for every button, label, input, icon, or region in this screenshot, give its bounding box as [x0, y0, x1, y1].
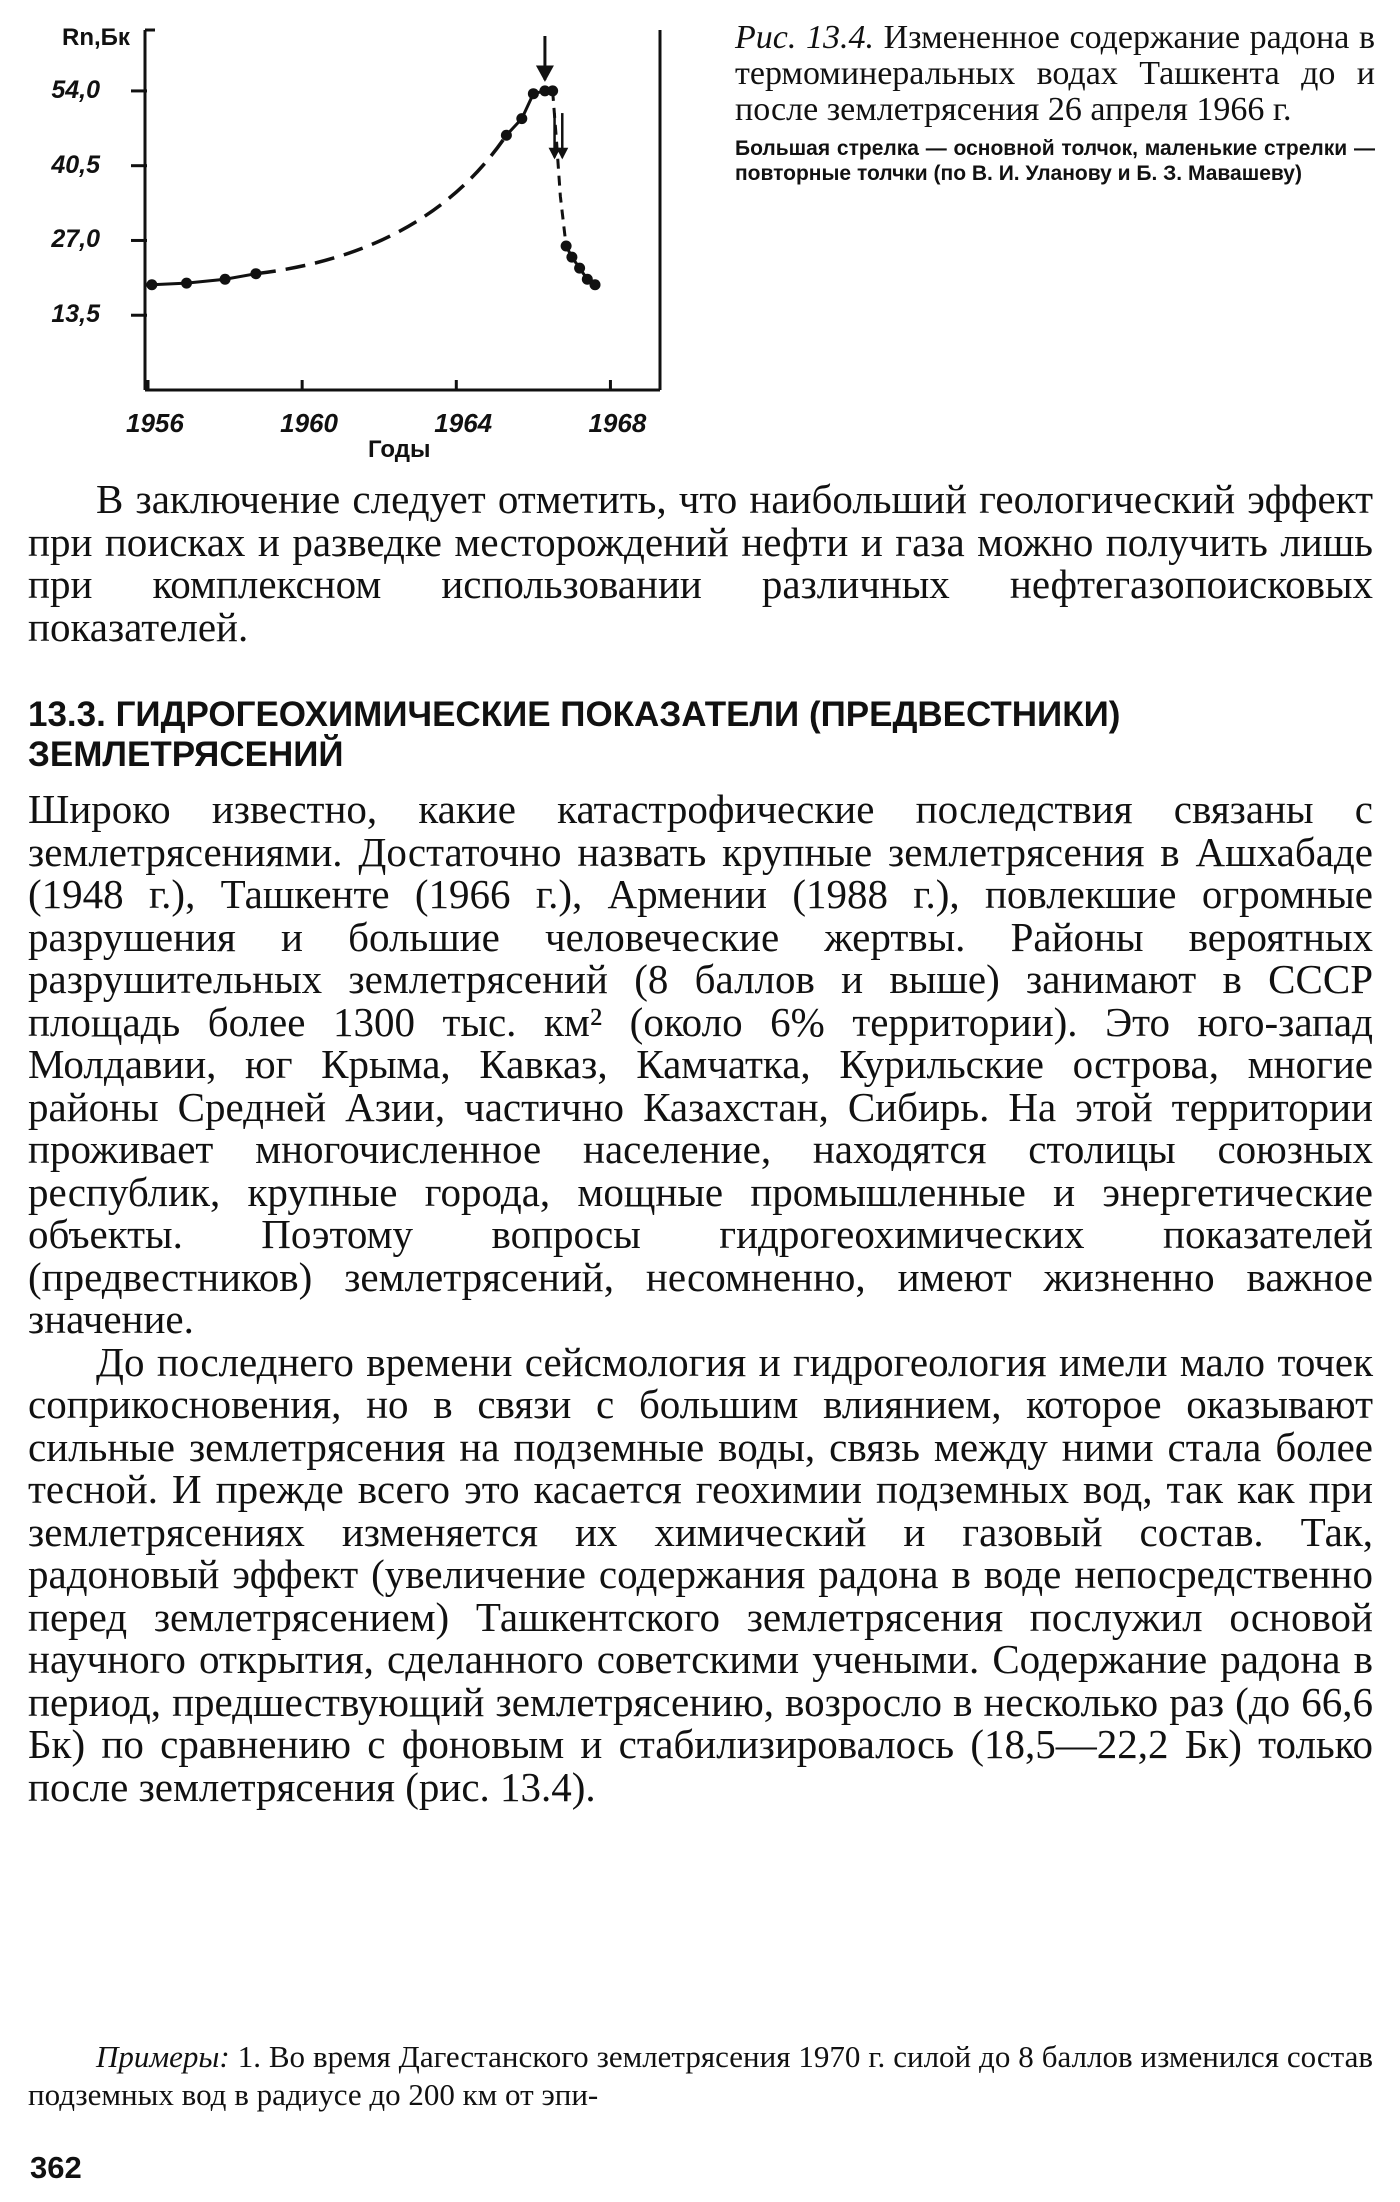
x-tick-label: 1956 — [126, 408, 184, 438]
data-point — [547, 85, 558, 96]
x-axis-title: Годы — [368, 436, 431, 463]
data-point — [181, 278, 192, 289]
page-number: 362 — [30, 2150, 82, 2185]
data-point — [250, 268, 261, 279]
data-point — [590, 279, 601, 290]
y-axis-title: Rn,Бк — [62, 24, 130, 51]
x-tick-label: 1960 — [280, 408, 338, 438]
data-point — [146, 279, 157, 290]
chart-plot-area — [20, 18, 670, 468]
paragraph-2: До последнего времени сейсмология и гидрогеология имели мало точек соприкосновения, но в связи с большим влиянием, которое оказывают сильные землетрясения на подземные воды, связь между ними стала более тесной. И прежде всего это касается геохимии подземных вод, так как при землетрясениях изменяется их химический и газовый состав. Так, радоновый эффект (увеличение содержания радона в воде непосредственно перед землетрясением) Ташкентского землетрясения послужил основой научного открытия, сделанного советскими учеными. Содержание радона в период, предшествующий землетрясению, возросло в несколько раз (до 66,6 Бк) по сравнению с фоновым и стабилизировалось (18,5—22,2 Бк) только после землетрясения (рис. 13.4). — [28, 1338, 1373, 1810]
radon-chart — [20, 18, 670, 468]
data-point — [501, 130, 512, 141]
data-point — [528, 88, 539, 99]
paragraph-1: Широко известно, какие катастрофические последствия связаны с землетрясениями. Достаточно назвать крупные землетрясения в Ашхабаде (1948 г.), Ташкенте (1966 г.), Армении (1988 г.), повлекшие огромные разрушения и большие человеческие жертвы. Районы вероятных разрушительных землетрясений (8 баллов и выше) занимают в СССР площадь более 1300 тыс. км² (около 6% территории). Это юго-запад Молдавии, юг Крыма, Кавказ, Камчатка, Курильские острова, многие районы Средней Азии, частично Казахстан, Сибирь. На этой территории проживает многочисленное население, находятся столицы союзных республик, крупные города, мощные промышленные и энергетические объекты. Поэтому вопросы гидрогеохимических показателей (предвестников) землетрясений, несомненно, имеют жизненно важное значение. — [28, 786, 1373, 1342]
intro-paragraph — [28, 478, 1373, 648]
series-line-initial — [152, 274, 256, 285]
x-tick-label: 1968 — [588, 408, 647, 438]
data-point — [561, 241, 572, 252]
figure-caption — [735, 20, 1375, 186]
x-tick-label: 1964 — [434, 408, 493, 438]
section-heading: 13.3. ГИДРОГЕОХИМИЧЕСКИЕ ПОКАЗАТЕЛИ (ПРЕДВЕСТНИКИ) ЗЕМЛЕТРЯСЕНИЙ — [28, 695, 1121, 774]
figure-caption-note: Большая стрелка — основной толчок, маленькие стрелки — повторные толчки (по В. И. Уланову и Б. З. Мавашеву) — [735, 137, 1375, 185]
examples-paragraph — [28, 2038, 1373, 2114]
main-text — [28, 788, 1373, 1808]
series-line-dashed-rise — [256, 135, 506, 273]
y-tick-label: 54,0 — [51, 75, 100, 104]
data-point — [220, 274, 231, 285]
data-point — [566, 252, 577, 263]
aftershock-arrowhead — [556, 148, 568, 160]
examples-label: Примеры: — [96, 2039, 230, 2074]
figure-caption-text: Измененное содержание радона в термоминеральных водах Ташкента до и после землетрясения 26 апреля 1966 г. — [735, 19, 1375, 128]
figure-label: Рис. 13.4. — [735, 19, 874, 56]
y-tick-label: 27,0 — [51, 225, 100, 254]
examples-text: 1. Во время Дагестанского землетрясения 1970 г. силой до 8 баллов изменился состав подземных вод в радиусе до 200 км от эпи- — [28, 2039, 1373, 2112]
data-point — [574, 263, 585, 274]
y-tick-label: 13,5 — [51, 300, 100, 329]
intro-paragraph-text: В заключение следует отметить, что наибольший геологический эффект при поисках и разведке месторождений нефти и газа можно получить лишь при комплексном использовании различных нефтегазопоисковых показателей. — [28, 476, 1373, 650]
main-shock-arrowhead — [536, 65, 554, 81]
y-tick-label: 40,5 — [51, 150, 100, 179]
data-point — [516, 113, 527, 124]
